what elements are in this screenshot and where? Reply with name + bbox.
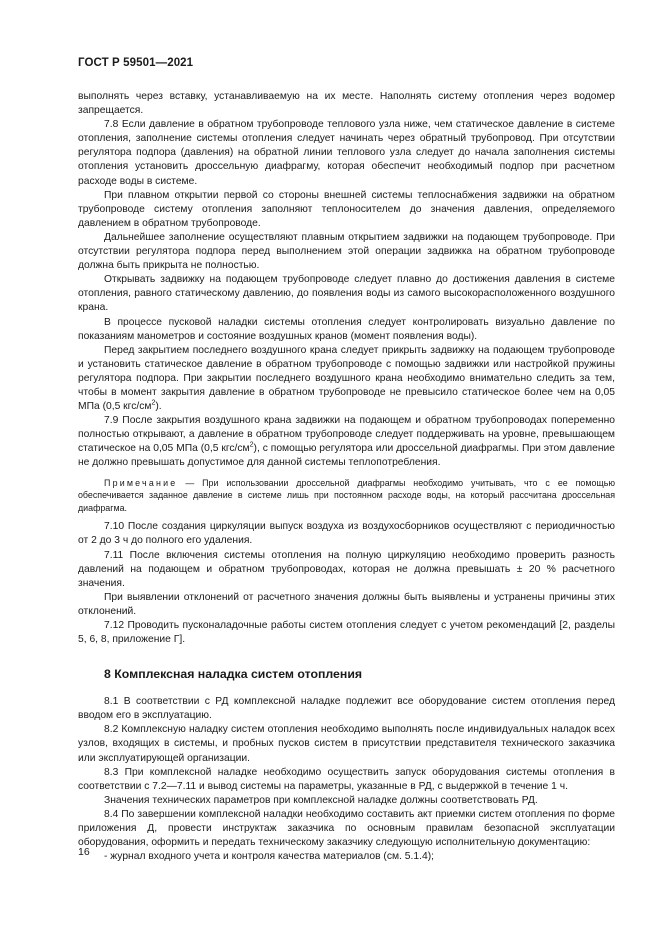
paragraph: При выявлении отклонений от расчетного значения должны быть выявлены и устранены причины этих отклонений. bbox=[78, 591, 615, 617]
document-body bbox=[78, 90, 615, 864]
superscript: 2 bbox=[151, 399, 156, 407]
paragraph-8-1: 8.1 В соответствии с РД комплексной наладке подлежит все оборудование систем отопления перед вводом его в эксплуатацию. bbox=[78, 696, 615, 722]
paragraph: При плавном открытии первой со стороны внешней системы теплоснабжения задвижки на обратном трубопроводе систему отопления заполняют теплоносителем до значения давления, определяемого давлением в обратном трубопроводе. bbox=[78, 189, 615, 229]
paragraph-7-11: 7.11 После включения системы отопления на полную циркуляцию необходимо проверить разность давлений на подающем и обратном трубопроводах, которая не должна превышать ± 20 % расчетного значения. bbox=[78, 549, 615, 589]
paragraph-7-10: 7.10 После создания циркуляции выпуск воздуха из воздухосборников осуществляют с периодичностью от 2 до 3 ч до полного его удаления. bbox=[78, 521, 615, 547]
paragraph-7-12: 7.12 Проводить пусконаладочные работы систем отопления следует с учетом рекомендаций [2, разделы 5, 6, 8, приложение Г]. bbox=[78, 619, 615, 646]
note bbox=[78, 477, 615, 515]
paragraph bbox=[78, 344, 615, 414]
paragraph-8-4: 8.4 По завершении комплексной наладки необходимо составить акт приемки систем отопления по форме приложения Д, провести инструктаж заказчика по основным правилам безопасной эксплуатации оборудования, оформить и передать техническому заказчику следующую исполнительную документацию: bbox=[78, 808, 615, 849]
paragraph-7-8: 7.8 Если давление в обратном трубопроводе теплового узла ниже, чем статическое давление в системе отопления, заполнение системы отопления следует начинать через обратный трубопровод. При отсутствии регулятора подпора (давления) на обратной линии теплового узла следует до начала заполнения системы отопления установить дроссельную диафрагму, которая обеспечит необходимый подпор при расчетном расходе воды в системе. bbox=[78, 119, 615, 187]
paragraph: В процессе пусковой наладки системы отопления следует контролировать визуально давление по показаниям манометров и состояние воздушных кранов (момент появления воды). bbox=[78, 316, 615, 342]
paragraph: Значения технических параметров при комплексной наладке должны соответствовать РД. bbox=[104, 794, 538, 806]
paragraph-8-2: 8.2 Комплексную наладку систем отопления необходимо выполнять после индивидуальных наладок всех узлов, входящих в системы, и пробных пусков систем в присутствии представителя технического заказчика или эксплуатирующей организации. bbox=[78, 724, 615, 764]
list-item: - журнал входного учета и контроля качества материалов (см. 5.1.4); bbox=[104, 851, 434, 863]
paragraph: выполнять через вставку, устанавливаемую на их месте. Наполнять систему отопления через водомер запрещается. bbox=[78, 91, 615, 117]
note-text: — При использовании дроссельной диафрагмы необходимо учитывать, что с ее помощью обеспечивается заданное давление в системе лишь при постоянном расходе воды, на который рассчитана дроссельная диафрагма. bbox=[78, 477, 615, 513]
paragraph: Открывать задвижку на подающем трубопроводе следует плавно до достижения давления в системе отопления, равного статическому давлению, до появления воды из самого высокорасположенного воздушного крана. bbox=[78, 274, 615, 314]
superscript: 2 bbox=[249, 441, 254, 449]
paragraph-text: Перед закрытием последнего воздушного крана следует прикрыть задвижку на подающем трубопроводе и установить статическое давление в обратном трубопроводе с помощью задвижки или настройкой пружины регулятора подпора. При закрытии последнего воздушного крана необходимо внимательно следить за тем, чтобы в момент закрытия давление в обратном трубопроводе не превысило статическое более чем на 0,05 МПа (0,5 кгс/см bbox=[78, 344, 615, 413]
paragraph-text: ). bbox=[155, 401, 162, 413]
page-number: 16 bbox=[78, 846, 90, 858]
document-header: ГОСТ Р 59501—2021 bbox=[78, 57, 194, 69]
paragraph-7-9 bbox=[78, 414, 615, 470]
paragraph: Дальнейшее заполнение осуществляют плавным открытием задвижки на подающем трубопроводе. При отсутствии регулятора подпора перед выполнением этой операции задвижка на обратном трубопроводе должна быть прикрыта не полностью. bbox=[78, 231, 615, 272]
note-label: Примечание bbox=[104, 477, 178, 488]
paragraph-8-3: 8.3 При комплексной наладке необходимо осуществить запуск оборудования системы отопления в соответствии с 7.2—7.11 и вывод системы на параметры, указанные в РД, с выдержкой в течение 1 ч. bbox=[78, 766, 615, 792]
paragraph-text: ), с помощью регулятора или дроссельной диафрагмы. При этом давление не должно превышать допустимое для данной системы теплопотребления. bbox=[78, 443, 615, 469]
paragraph-text: 7.9 После закрытия воздушного крана задвижки на подающем и обратном трубопроводах попеременно полностью открывают, а давление в обратном трубопроводе следует поддерживать на уровне, превышающем статическое на 0,05 МПа (0,5 кгс/см bbox=[78, 415, 615, 455]
section-title: 8 Комплексная наладка систем отопления bbox=[104, 667, 363, 682]
